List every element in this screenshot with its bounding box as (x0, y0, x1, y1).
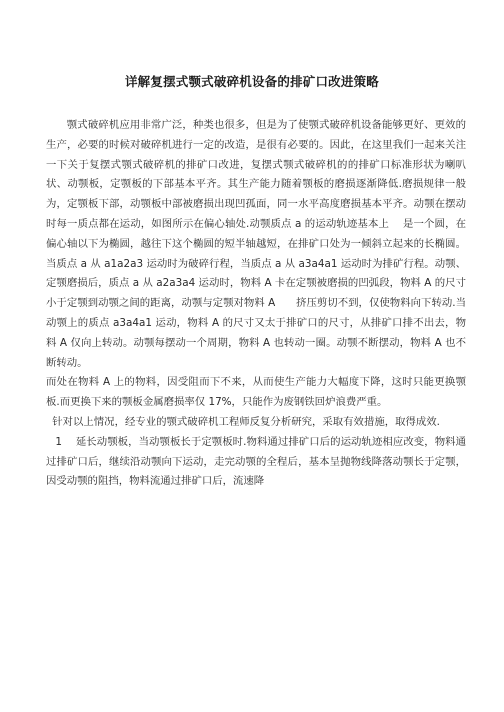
paragraph-measures: 针对以上情况，经专业的颚式破碎机工程师反复分析研究，采取有效措施，取得成效. (52, 415, 440, 428)
paragraph-step-1: 1 延长动颚板，当动颚板长于定颚板时.物料通过排矿口后的运动轨迹相应改变，物料通过排矿口后，继续沿动颚向下运动，走完动颚的全程后，基本呈抛物线降落动颚长于定颚，因受动颚的阻挡，物料流通过排矿口后，流速降 (46, 435, 466, 488)
paragraph-intro: 颚式破碎机应用非常广泛，种类也很多，但是为了使颚式破碎机设备能够更好、更效的生产，必要的时候对破碎机进行一定的改造，是很有必要的。因此，在这里我们一起来关注一下关于复摆式颚式破碎机的排矿口改进，复摆式颚式破碎机的的排矿口标准形状为喇叭状、动颚板，定颚板的下部基本平齐。其生产能力随着颚板的磨损逐渐降低.磨损规律一般为，定颚板下部，动颚板中部被磨损出现凹孤面，同一水平高度磨损基本平齐。动颚在摆动时每一质点都在运动，如图所示在偏心轴处.动颚质点 a 的运动轨迹基本上 是一个圆，在偏心轴以下为椭圆，越往下这个椭圆的短半轴越短，在排矿口处为一倾斜立起来的长椭圆。当质点 a 从 a1a2a3 运动时为破碎行程，当质点 a 从 a3a4a1 运动时为排矿行程。动颚、定颚磨损后，质点 a 从 a2a3a4 运动时，物料 A 卡在定颚被磨损的凹弧段，物料 A 的尺寸小于定颚到动颚之间的距离，动颚与定颚对物料 A 挤压剪切不到，仅使物料向下转动.当动颚上的质点 a3a4a1 运动，物料 A 的尺寸又太于排矿口的尺寸，从排矿口排不出去，物料 A 仅向上转动。动颚每摆动一个周期，物料 A 也转动一圈。动颚不断摆动，物料 A 也不断转动。 (46, 119, 466, 369)
document-body (46, 116, 466, 492)
document-title: 详解复摆式颚式破碎机设备的排矿口改进策略 (124, 74, 379, 89)
paragraph-consequence: 而处在物料 A 上的物料，因受阻而下不来，从而使生产能力大幅度下降，这时只能更换颚板.而更换下来的颚板金属磨损率仅 17%，只能作为废钢铁回炉浪费严重。 (46, 376, 466, 409)
